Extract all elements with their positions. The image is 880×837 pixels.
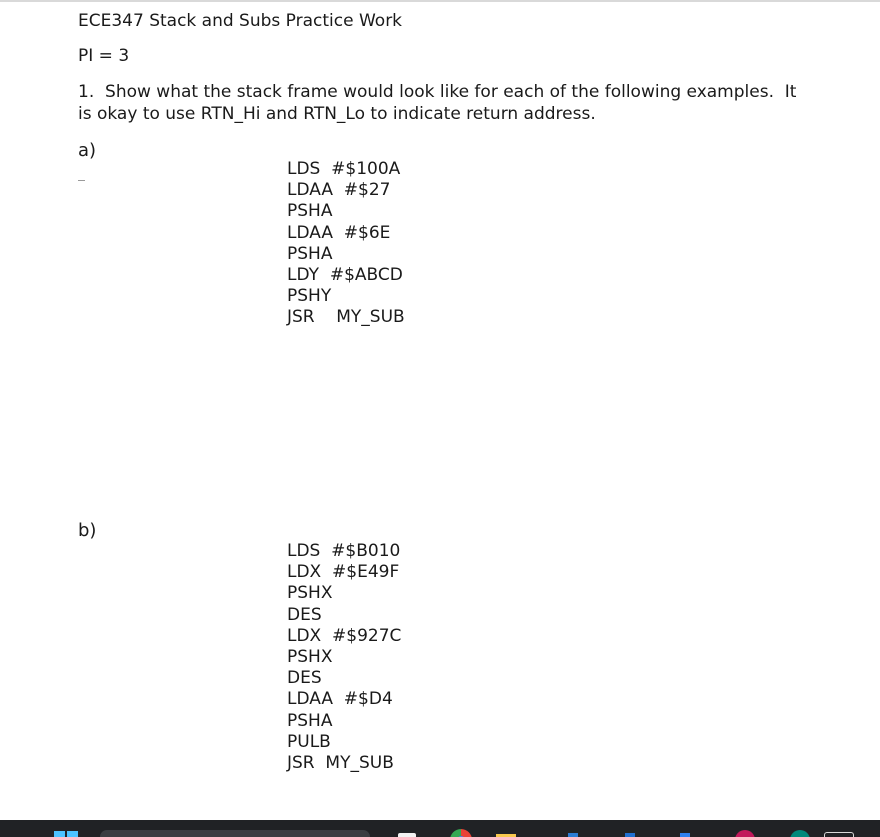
app-icon[interactable] [790,830,810,837]
code-line: DES [287,604,322,625]
app-icon[interactable] [680,833,690,837]
code-line: LDX #$927C [287,625,402,646]
document-title: ECE347 Stack and Subs Practice Work [78,11,403,31]
code-line: LDY #$ABCD [287,265,403,286]
code-line: PSHA [287,243,333,264]
code-line: PSHX [287,583,333,604]
question-1-line-1: 1. Show what the stack frame would look like for each of the following examples. It [78,82,797,102]
app-icon[interactable] [735,830,755,837]
code-line: JSR MY_SUB [287,753,394,774]
windows-start-icon[interactable] [54,831,78,837]
cursor-mark [78,180,85,181]
code-line: LDAA #$27 [287,180,391,201]
part-b-label: b) [78,520,97,541]
document-page [0,2,880,820]
app-icon[interactable] [568,833,578,837]
code-line: PULB [287,731,331,752]
code-line: JSR MY_SUB [287,307,405,328]
code-line: DES [287,668,322,689]
code-line: PSHX [287,647,333,668]
part-a-code-block [287,159,405,329]
code-line: LDAA #$D4 [287,689,393,710]
chrome-icon[interactable] [450,829,472,837]
code-line: LDAA #$6E [287,222,391,243]
code-line: PSHA [287,201,333,222]
pi-line: PI = 3 [78,46,130,66]
question-1-line-2: is okay to use RTN_Hi and RTN_Lo to indicate return address. [78,104,596,124]
taskbar [0,820,880,837]
app-icon[interactable] [398,833,416,837]
code-line: PSHA [287,710,333,731]
code-line: LDS #$100A [287,159,401,179]
app-icon[interactable] [824,832,854,837]
part-a-label: a) [78,140,97,161]
part-b-code-block [287,541,401,774]
code-line: LDX #$E49F [287,562,400,583]
code-line: LDS #$B010 [287,541,401,561]
taskbar-search-box[interactable] [100,830,370,837]
code-line: PSHY [287,286,332,307]
app-icon[interactable] [625,833,635,837]
